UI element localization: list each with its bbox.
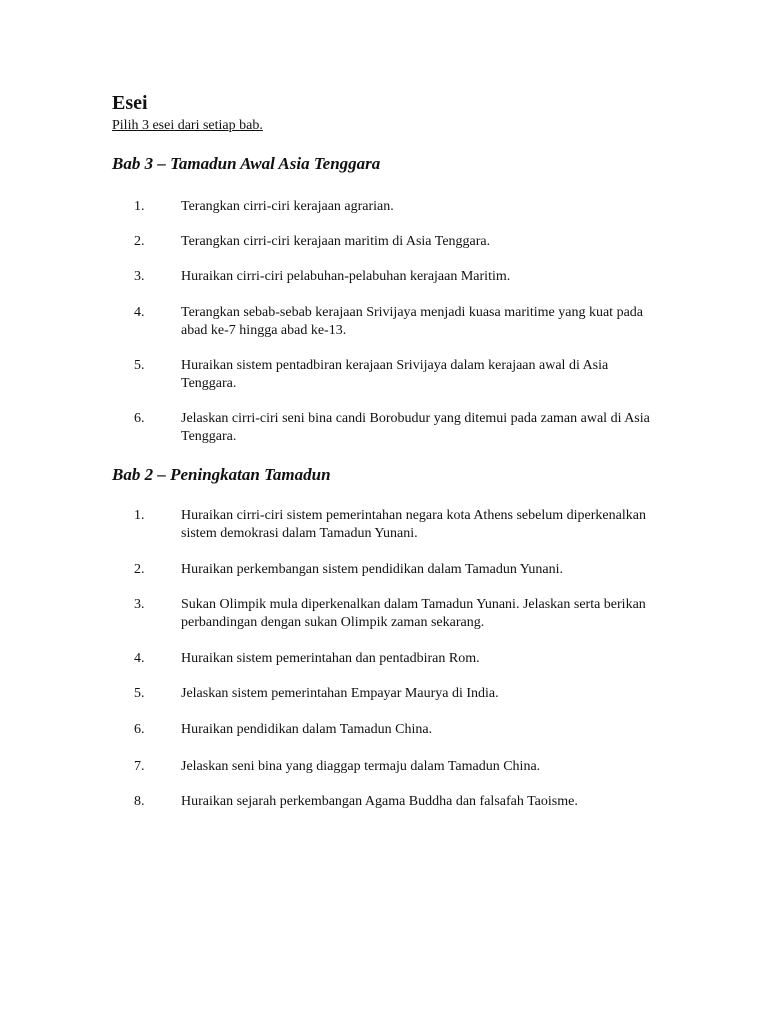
question-number: 6.: [134, 722, 145, 737]
question-number: 4.: [134, 305, 145, 320]
question-item: [112, 561, 672, 579]
question-text: Huraikan cirri-ciri pelabuhan-pelabuhan kerajaan Maritim.: [181, 269, 511, 284]
question-item: [112, 233, 672, 251]
question-item: [112, 357, 672, 393]
question-item: [112, 650, 672, 668]
question-number: 3.: [134, 269, 145, 284]
question-text: Huraikan sejarah perkembangan Agama Buddha dan falsafah Taoisme.: [181, 794, 578, 809]
question-item: [112, 721, 672, 739]
question-item: [112, 410, 672, 446]
question-text: Huraikan sistem pemerintahan dan pentadbiran Rom.: [181, 651, 480, 666]
question-number: 2.: [134, 234, 145, 249]
question-text: Huraikan pendidikan dalam Tamadun China.: [181, 722, 433, 737]
section-heading-bab-3: Bab 3 – Tamadun Awal Asia Tenggara: [112, 154, 381, 173]
question-number: 5.: [134, 358, 145, 373]
question-item: [112, 268, 672, 286]
question-item: [112, 685, 672, 703]
question-text: Terangkan cirri-ciri kerajaan maritim di Asia Tenggara.: [181, 234, 491, 249]
question-text: Huraikan perkembangan sistem pendidikan dalam Tamadun Yunani.: [181, 562, 563, 577]
question-number: 1.: [134, 199, 145, 214]
question-text: Jelaskan seni bina yang diaggap termaju dalam Tamadun China.: [181, 759, 541, 774]
question-number: 7.: [134, 759, 145, 774]
question-number: 6.: [134, 411, 145, 426]
question-number: 4.: [134, 651, 145, 666]
question-text: Jelaskan cirri-ciri seni bina candi Borobudur yang ditemui pada zaman awal di Asia Tenggara.: [181, 411, 650, 444]
document-title: Esei: [112, 92, 148, 114]
section-heading-bab-2: Bab 2 – Peningkatan Tamadun: [112, 465, 331, 484]
question-item: [112, 198, 672, 216]
question-item: [112, 596, 672, 632]
question-text: Sukan Olimpik mula diperkenalkan dalam Tamadun Yunani. Jelaskan serta berikan perbandingan dengan sukan Olimpik zaman sekarang.: [181, 597, 646, 630]
question-text: Jelaskan sistem pemerintahan Empayar Maurya di India.: [181, 686, 499, 701]
question-number: 2.: [134, 562, 145, 577]
question-item: [112, 793, 672, 811]
question-text: Terangkan cirri-ciri kerajaan agrarian.: [181, 199, 394, 214]
instruction-text: Pilih 3 esei dari setiap bab.: [112, 118, 263, 133]
question-number: 3.: [134, 597, 145, 612]
question-item: [112, 507, 672, 543]
question-number: 5.: [134, 686, 145, 701]
question-text: Terangkan sebab-sebab kerajaan Srivijaya menjadi kuasa maritime yang kuat pada abad ke-7 hingga abad ke-13.: [181, 305, 643, 338]
question-text: Huraikan sistem pentadbiran kerajaan Srivijaya dalam kerajaan awal di Asia Tenggara.: [181, 358, 609, 391]
question-number: 1.: [134, 508, 145, 523]
question-item: [112, 758, 672, 776]
question-item: [112, 304, 672, 340]
question-text: Huraikan cirri-ciri sistem pemerintahan negara kota Athens sebelum diperkenalkan sistem demokrasi dalam Tamadun Yunani.: [181, 508, 646, 541]
question-number: 8.: [134, 794, 145, 809]
